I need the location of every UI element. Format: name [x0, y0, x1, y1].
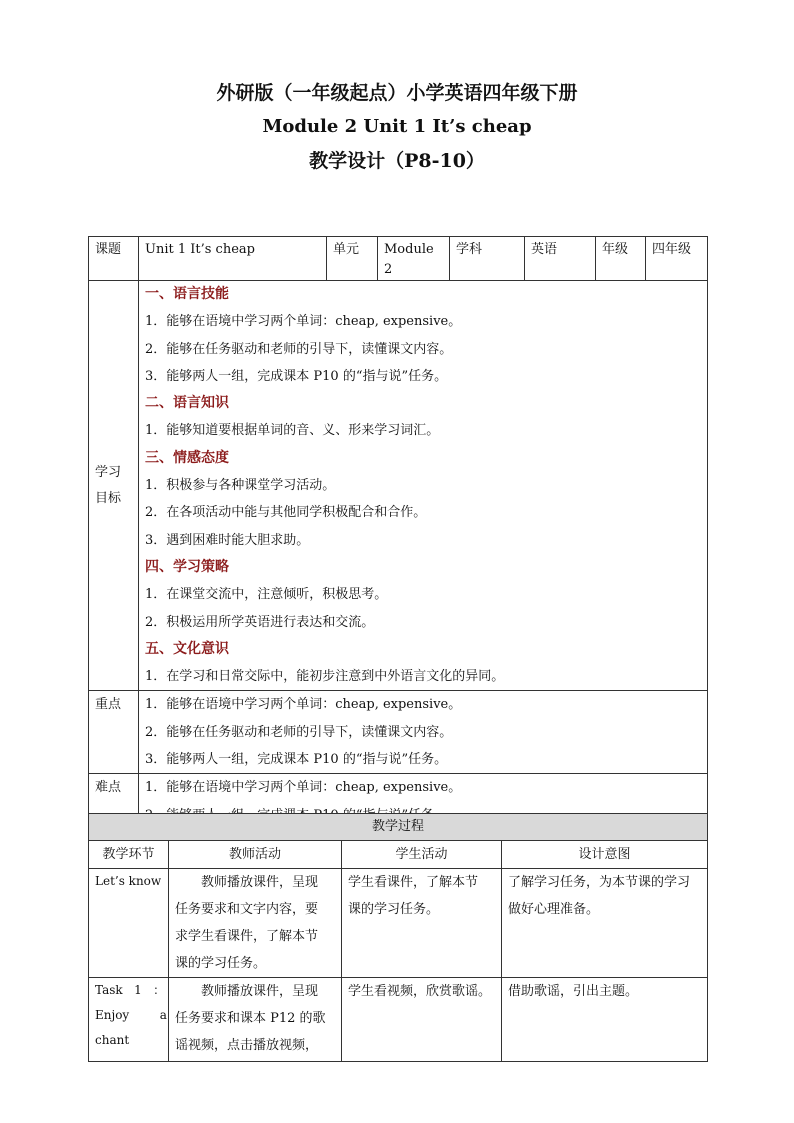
goals-row [89, 281, 708, 691]
goals-heading: 五、文化意识 [145, 640, 229, 657]
goal-item: 3．遇到困难时能大胆求助。 [145, 532, 310, 548]
teacher-cell: 教师播放课件，呈现 任务要求和文字内容，要 求学生看课件，了解本节 课的学习任务。 [169, 869, 342, 978]
col-header-teacher: 教师活动 [169, 841, 342, 869]
subject-label: 学科 [450, 237, 525, 281]
lesson-info-table [88, 236, 708, 830]
student-cell: 学生看视频，欣赏歌谣。 [342, 978, 502, 1062]
key-points-row [89, 691, 708, 774]
goal-item: 1．能够知道要根据单词的音、义、形来学习词汇。 [145, 423, 440, 439]
unit-value: Module 2 [378, 237, 450, 281]
document-title: 外研版（一年级起点）小学英语四年级下册 [216, 82, 578, 104]
key-points-content [139, 691, 708, 774]
info-row [89, 237, 708, 281]
process-header-row [89, 841, 708, 869]
process-row [89, 978, 708, 1062]
goal-item: 2．能够在任务驱动和老师的引导下，读懂课文内容。 [145, 341, 453, 357]
goals-content [139, 281, 708, 691]
goal-item: 1．在课堂交流中，注意倾听，积极思考。 [145, 587, 388, 603]
goal-item: 2．积极运用所学英语进行表达和交流。 [145, 614, 375, 630]
unit-label: 单元 [327, 237, 378, 281]
key-point-item: 3．能够两人一组，完成课本 P10 的“指与说”任务。 [145, 752, 448, 768]
key-points-label: 重点 [89, 691, 139, 774]
col-header-intent: 设计意图 [502, 841, 708, 869]
student-cell: 学生看课件，了解本节 课的学习任务。 [342, 869, 502, 978]
topic-value: Unit 1 It’s cheap [139, 237, 327, 281]
difficulty-item: 1．能够在语境中学习两个单词：cheap, expensive。 [145, 780, 462, 796]
goal-item: 3．能够两人一组，完成课本 P10 的“指与说”任务。 [145, 368, 448, 384]
goals-label: 学习 目标 [89, 281, 139, 691]
col-header-student: 学生活动 [342, 841, 502, 869]
col-header-stage: 教学环节 [89, 841, 169, 869]
teaching-process-table [88, 813, 708, 1062]
stage-cell: Task 1 ： Enjoy a chant [89, 978, 169, 1062]
process-title-row [89, 814, 708, 841]
key-point-item: 1．能够在语境中学习两个单词：cheap, expensive。 [145, 697, 462, 713]
subject-value: 英语 [525, 237, 596, 281]
intent-cell: 了解学习任务，为本节课的学习 做好心理准备。 [502, 869, 708, 978]
document-section-title: 教学设计（P8-10） [309, 150, 485, 172]
goal-item: 1．积极参与各种课堂学习活动。 [145, 478, 336, 494]
difficulties-label: 难点 [89, 774, 139, 830]
title-block [0, 76, 794, 178]
goal-item: 2．在各项活动中能与其他同学积极配合和合作。 [145, 505, 427, 521]
goals-heading: 三、情感态度 [145, 449, 229, 466]
process-row [89, 869, 708, 978]
grade-value: 四年级 [646, 237, 708, 281]
process-title: 教学过程 [89, 814, 708, 841]
goal-item: 1．在学习和日常交际中，能初步注意到中外语言文化的异同。 [145, 669, 505, 685]
goal-item: 1．能够在语境中学习两个单词：cheap, expensive。 [145, 314, 462, 330]
key-point-item: 2．能够在任务驱动和老师的引导下，读懂课文内容。 [145, 724, 453, 740]
intent-cell: 借助歌谣，引出主题。 [502, 978, 708, 1062]
grade-label: 年级 [596, 237, 646, 281]
stage-cell: Let’s know [89, 869, 169, 978]
teacher-cell: 教师播放课件，呈现 任务要求和课本 P12 的歌 谣视频，点击播放视频， [169, 978, 342, 1062]
goals-heading: 二、语言知识 [145, 395, 229, 412]
goals-heading: 一、语言技能 [145, 286, 229, 302]
goals-heading: 四、学习策略 [145, 558, 229, 575]
topic-label: 课题 [89, 237, 139, 281]
document-subtitle: Module 2 Unit 1 It’s cheap [262, 116, 532, 137]
